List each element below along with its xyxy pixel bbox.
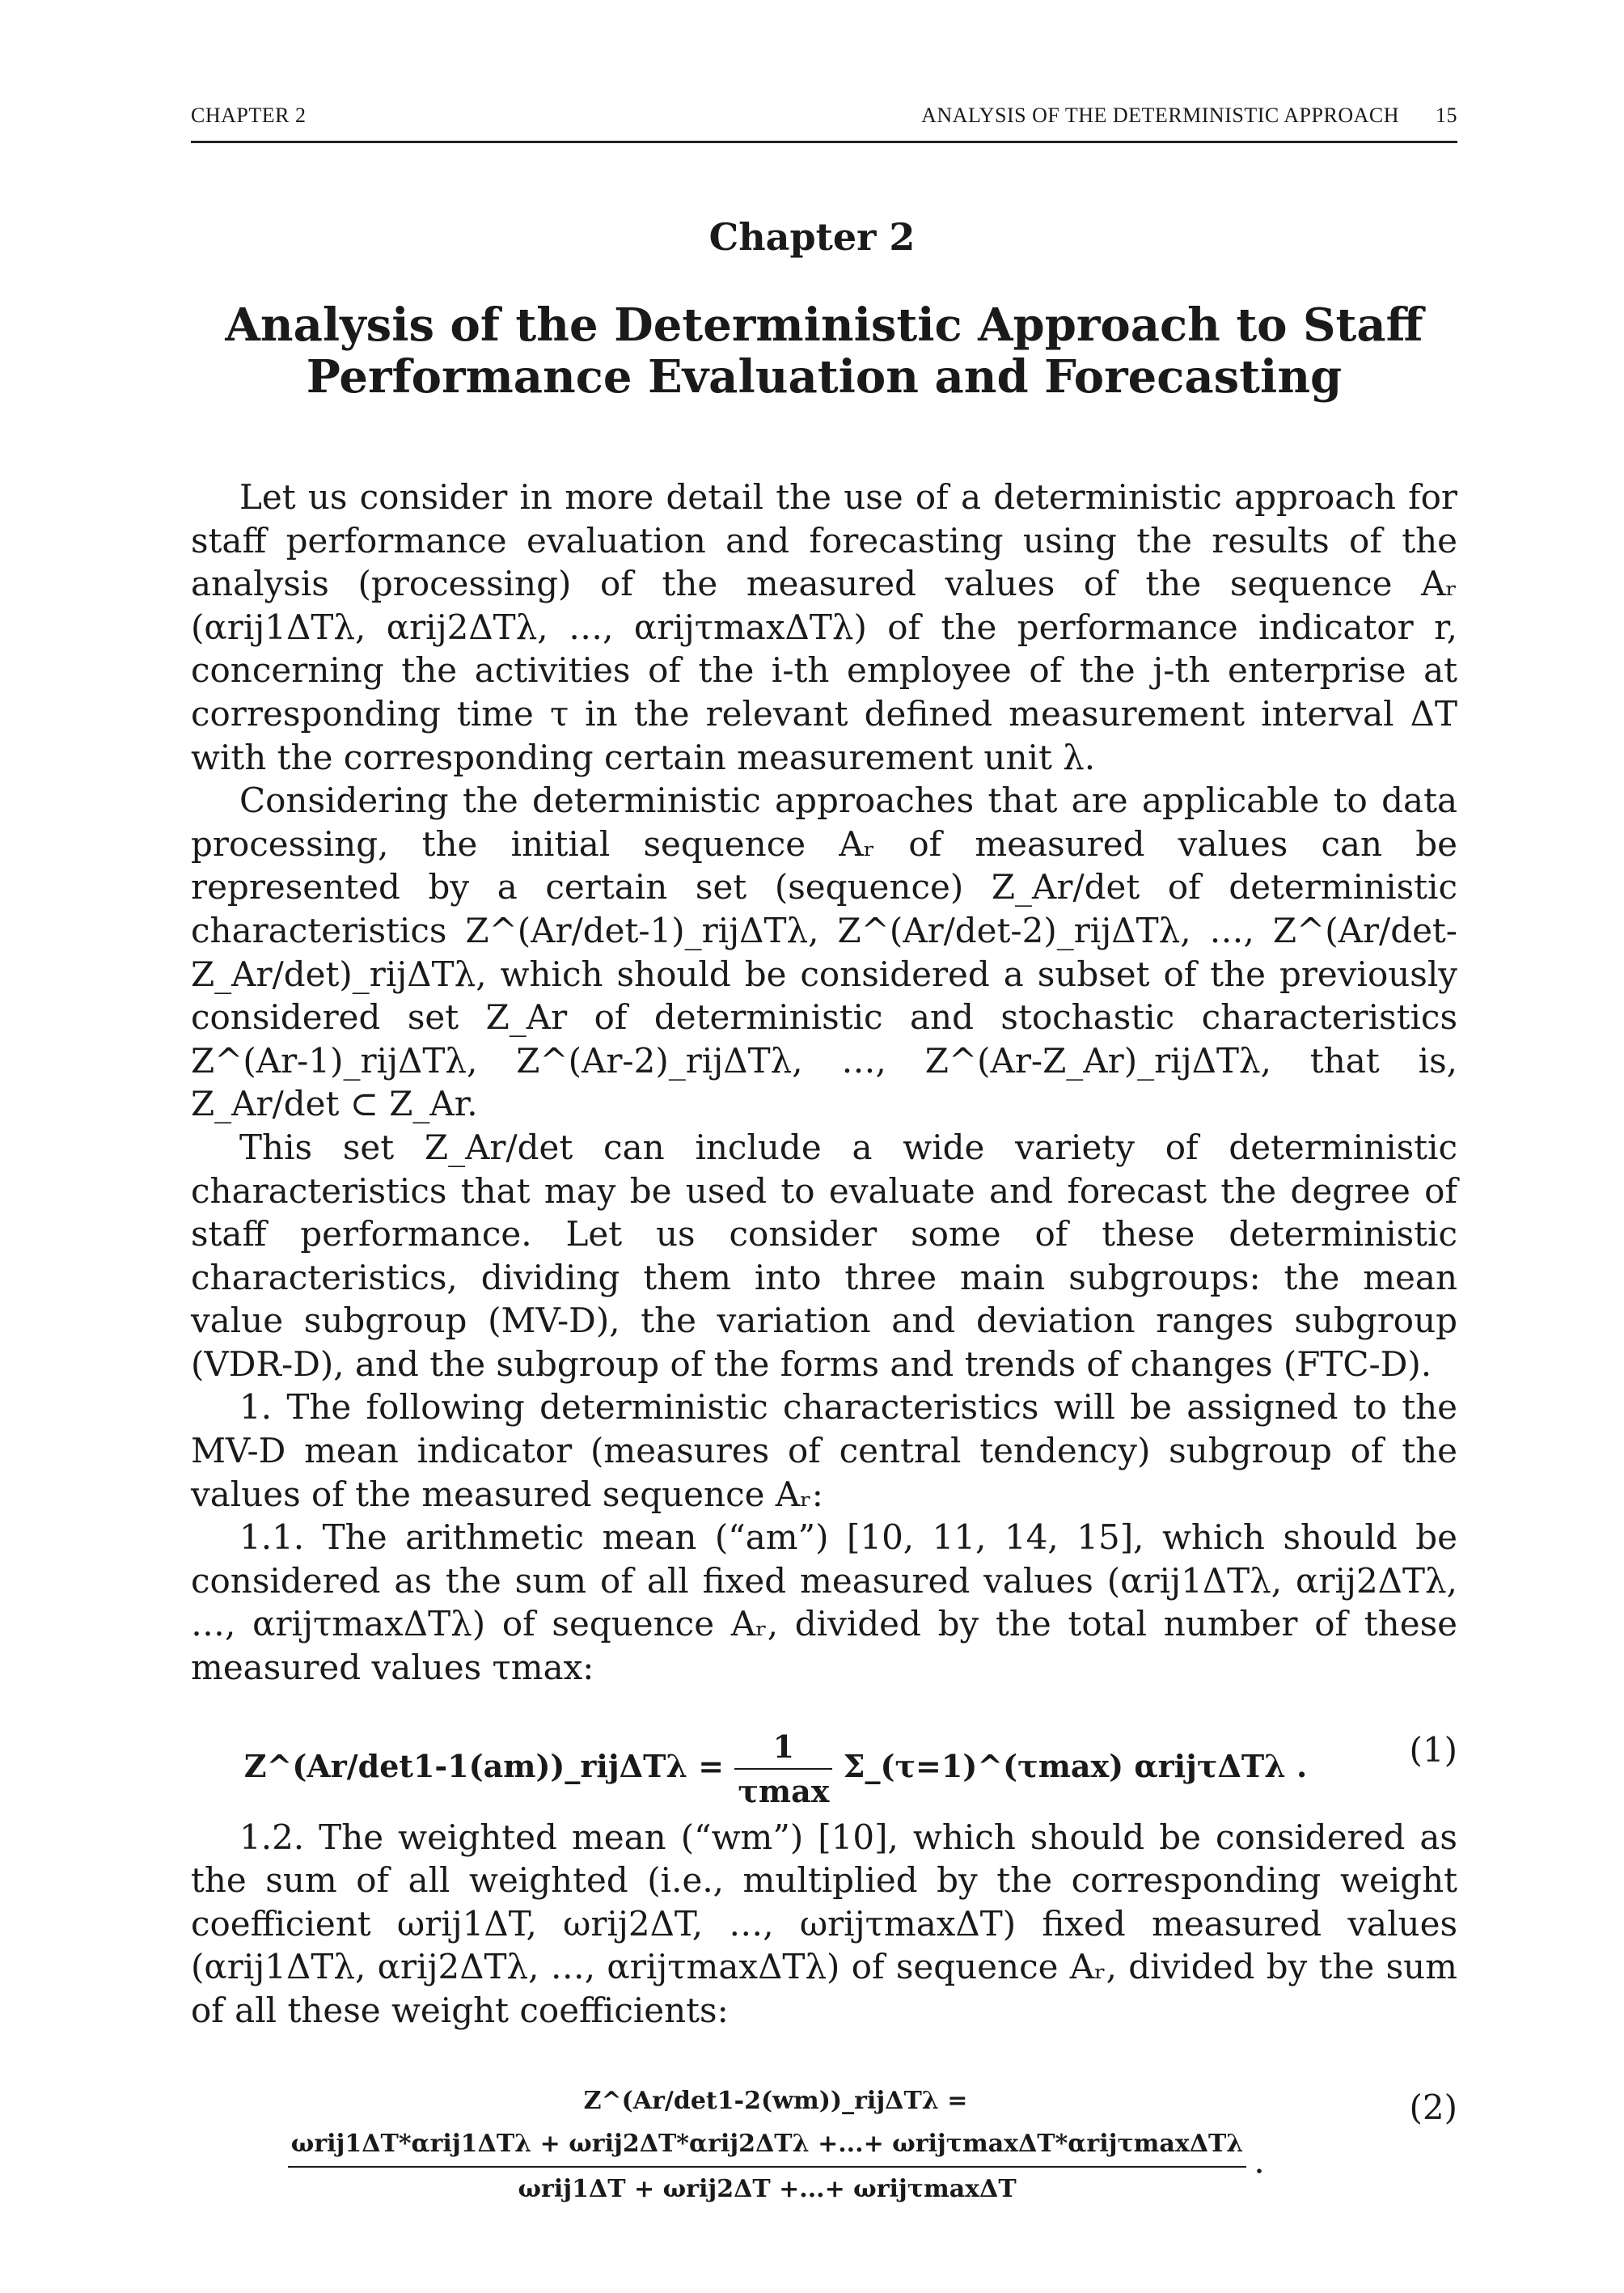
equation-2-fraction (288, 2122, 1247, 2211)
chapter-label: Chapter 2 (708, 215, 916, 259)
equation-1-fraction (734, 1725, 832, 1813)
equation-2-tail: . (1254, 2151, 1264, 2180)
equation-2 (191, 2071, 1457, 2203)
paragraph-deterministic-set: Considering the deterministic approaches that are applicable to data processing, the initial sequence Aᵣ of measured values can be represented by a certain set (sequence) Z_Ar/det of deterministic characteristics Z^(Ar/det-1)_rijΔTλ, Z^(Ar/det-2)_rijΔTλ, …, Z^(Ar/det-Z_Ar/det)_rijΔTλ, which should be considered a subset of the previously considered set Z_Ar of deterministic and stochastic characteristics Z^(Ar-1)_rijΔTλ, Z^(Ar-2)_rijΔTλ, …, Z^(Ar-Z_Ar)_rijΔTλ, that is, Z_Ar/det ⊂ Z_Ar. (191, 781, 1457, 1124)
equation-1-lhs: Z^(Ar/det1-1(am))_rijΔTλ (243, 1747, 688, 1784)
equation-2-formula (191, 2079, 1360, 2211)
header-chapter: CHAPTER 2 (191, 104, 307, 127)
page-number: 15 (1436, 104, 1457, 127)
equation-1-rhs: Σ_(τ=1)^(τmax) αrijτΔTλ . (843, 1747, 1308, 1784)
header-section-title: ANALYSIS OF THE DETERMINISTIC APPROACH (921, 104, 1399, 127)
equation-2-lhs: Z^(Ar/det1-2(wm))_rijΔTλ (583, 2086, 939, 2115)
running-header (191, 104, 1457, 143)
list-item-1-1: 1.1. The arithmetic mean (“am”) [10, 11, 14, 15], which should be considered as the sum of all fixed measured values (αrij1ΔTλ, αrij2ΔTλ, …, αrijτmaxΔTλ) of sequence Aᵣ, divided by the total number of these measured values τmax: (191, 1517, 1457, 1688)
equation-2-numerator: ωrij1ΔT*αrij1ΔTλ + ωrij2ΔT*αrij2ΔTλ +...+ ωrijτmaxΔT*αrijτmaxΔTλ (288, 2122, 1247, 2168)
equation-1-number: (1) (1409, 1729, 1457, 1770)
chapter-title (191, 299, 1457, 403)
equation-1-denominator: τmax (738, 1773, 830, 1810)
equation-1-equals: = (698, 1747, 725, 1784)
list-item-1: 1. The following deterministic characteristics will be assigned to the MV-D mean indicator (measures of central tendency) subgroup of the values of the measured sequence Aᵣ: (191, 1387, 1457, 1514)
header-right (921, 104, 1457, 128)
equation-2-equals: = (947, 2086, 968, 2115)
equation-2-number: (2) (1409, 2087, 1457, 2127)
chapter-title-line-2: Performance Evaluation and Forecasting (306, 350, 1343, 404)
list-item-1-2: 1.2. The weighted mean (“wm”) [10], which should be considered as the sum of all weighted (i.e., multiplied by the corresponding weight coefficient ωrij1ΔT, ωrij2ΔT, …, ωrijτmaxΔT) fixed measured values (αrij1ΔTλ, αrij2ΔTλ, …, αrijτmaxΔTλ) of sequence Aᵣ, divided by the sum of all these weight coefficients: (191, 1817, 1457, 2030)
paragraph-intro: Let us consider in more detail the use of a deterministic approach for staff performance evaluation and forecasting using the results of the analysis (processing) of the measured values of the sequence Aᵣ (αrij1ΔTλ, αrij2ΔTλ, …, αrijτmaxΔTλ) of the performance indicator r, concerning the activities of the i-th employee of the j-th enterprise at corresponding time τ in the relevant defined measurement interval ΔT with the corresponding certain measurement unit λ. (191, 477, 1457, 777)
equation-1 (191, 1714, 1457, 1810)
equation-2-denominator: ωrij1ΔT + ωrij2ΔT +...+ ωrijτmaxΔT (518, 2174, 1017, 2203)
body-text (191, 476, 1457, 2203)
paragraph-subgroups: This set Z_Ar/det can include a wide variety of deterministic characteristics that may be used to evaluate and forecast the degree of staff performance. Let us consider some of these deterministic characteristics, dividing them into three main subgroups: the mean value subgroup (MV-D), the variation and deviation ranges subgroup (VDR-D), and the subgroup of the forms and trends of changes (FTC-D). (191, 1127, 1457, 1384)
equation-1-formula (191, 1725, 1360, 1813)
chapter-title-line-1: Analysis of the Deterministic Approach to Staff (225, 298, 1423, 352)
equation-1-numerator: 1 (734, 1725, 832, 1771)
